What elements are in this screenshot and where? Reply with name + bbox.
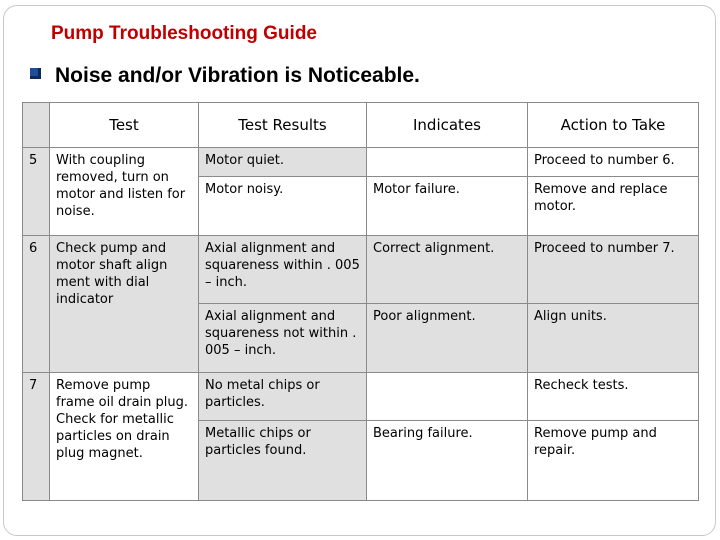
action-cell: Recheck tests. [528, 373, 699, 421]
table-row [23, 148, 699, 177]
indicates-cell: Poor alignment. [367, 304, 528, 373]
action-cell: Proceed to number 7. [528, 236, 699, 304]
indicates-cell: Correct alignment. [367, 236, 528, 304]
action-cell: Align units. [528, 304, 699, 373]
result-cell: No metal chips or particles. [199, 373, 367, 421]
header-indicates: Indicates [367, 103, 528, 148]
header-action: Action to Take [528, 103, 699, 148]
result-cell: Metallic chips or particles found. [199, 421, 367, 501]
bullet-text: Noise and/or Vibration is Noticeable. [55, 64, 420, 87]
table-row [23, 373, 699, 421]
test-cell: With coupling removed, turn on motor and listen for noise. [50, 148, 199, 236]
header-number-cell [23, 103, 50, 148]
square-bullet-icon [30, 68, 41, 79]
result-cell: Axial alignment and squareness not within . 005 – inch. [199, 304, 367, 373]
result-cell: Axial alignment and squareness within . 005 – inch. [199, 236, 367, 304]
test-cell: Check pump and motor shaft align ment with dial indicator [50, 236, 199, 373]
action-cell: Remove and replace motor. [528, 177, 699, 236]
table-header-row [23, 103, 699, 148]
bullet-heading [30, 64, 420, 88]
indicates-cell: Bearing failure. [367, 421, 528, 501]
indicates-cell [367, 148, 528, 177]
table-row [23, 236, 699, 304]
indicates-cell [367, 373, 528, 421]
action-cell: Proceed to number 6. [528, 148, 699, 177]
result-cell: Motor quiet. [199, 148, 367, 177]
indicates-cell: Motor failure. [367, 177, 528, 236]
row-number: 5 [23, 148, 50, 236]
header-test: Test [50, 103, 199, 148]
result-cell: Motor noisy. [199, 177, 367, 236]
test-cell: Remove pump frame oil drain plug. Check for metallic particles on drain plug magnet. [50, 373, 199, 501]
row-number: 6 [23, 236, 50, 373]
page-title: Pump Troubleshooting Guide [51, 23, 317, 44]
action-cell: Remove pump and repair. [528, 421, 699, 501]
row-number: 7 [23, 373, 50, 501]
header-test-results: Test Results [199, 103, 367, 148]
troubleshooting-table [22, 102, 699, 501]
